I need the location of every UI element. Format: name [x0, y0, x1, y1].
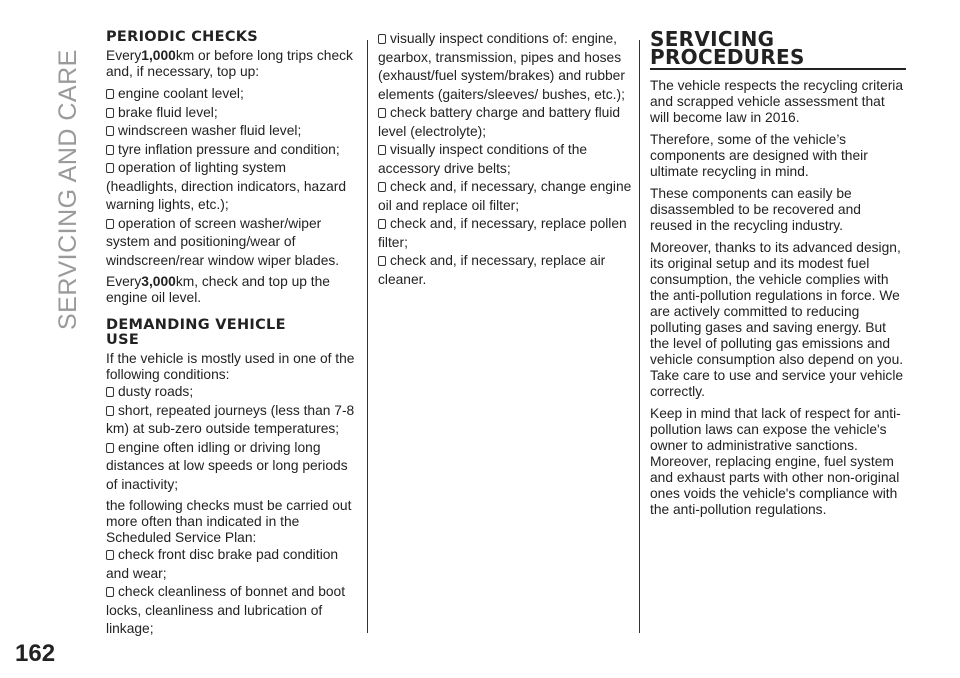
- list-item: check battery charge and battery fluid level (electrolyte);: [378, 105, 621, 139]
- list-item: engine often idling or driving long distances at low speeds or long periods of inactivity;: [106, 439, 348, 492]
- periodic-intro: Every1,000km or before long trips check and, if necessary, top up:: [106, 48, 353, 79]
- column-middle: [378, 30, 634, 289]
- paragraph: These components can easily be disassembled to be recovered and reused in the recycling industry.: [650, 186, 861, 233]
- oil-check-text: Every3,000km, check and top up the engine oil level.: [106, 274, 330, 305]
- list-item: short, repeated journeys (less than 7-8 km) at sub-zero outside temperatures;: [106, 402, 355, 436]
- checkbox-bullet-icon: [378, 108, 386, 118]
- checkbox-bullet-icon: [106, 406, 114, 416]
- checkbox-bullet-icon: [106, 587, 114, 597]
- frequent-check-list-continued: [378, 30, 634, 289]
- list-item: operation of screen washer/wiper system and positioning/wear of windscreen/rear window wiper blades.: [106, 215, 340, 268]
- column-divider: [639, 40, 640, 633]
- list-item: operation of lighting system (headlights, direction indicators, hazard warning lights, etc.);: [106, 160, 347, 212]
- column-left: [106, 30, 361, 639]
- checks-intro: the following checks must be carried out more often than indicated in the Scheduled Service Plan:: [106, 498, 352, 545]
- list-item: check and, if necessary, replace air cleaner.: [378, 253, 606, 287]
- demanding-intro: If the vehicle is mostly used in one of the following conditions:: [106, 351, 355, 382]
- column-right: [650, 27, 906, 524]
- paragraph: Keep in mind that lack of respect for anti-pollution laws can expose the vehicle's owner to administrative sanctions. Moreover, replacing engine, fuel system and exhaust parts with other non-original ones voids the vehicle's compliance with the anti-pollution regulations.: [650, 406, 901, 517]
- page-number: 162: [15, 640, 56, 667]
- list-item: check and, if necessary, replace pollen filter;: [378, 216, 627, 250]
- checkbox-bullet-icon: [106, 443, 114, 453]
- checkbox-bullet-icon: [106, 163, 114, 173]
- checkbox-bullet-icon: [106, 126, 114, 136]
- section-heading-demanding-use: DEMANDING VEHICLE USE: [106, 317, 286, 348]
- list-item: check front disc brake pad condition and wear;: [106, 547, 339, 581]
- checkbox-bullet-icon: [106, 108, 114, 118]
- side-section-title: SERVICING AND CARE: [54, 49, 82, 330]
- paragraph: Moreover, thanks to its advanced design, its original setup and its modest fuel consumption, the vehicle complies with the anti-pollution regulations in force. We are actively committed to reducing polluting gases and saving energy. But the level of polluting gas emissions and vehicle consumption also depend on you. Take care to use and service your vehicle correctly.: [650, 240, 904, 399]
- paragraph: The vehicle respects the recycling criteria and scrapped vehicle assessment that will become law in 2016.: [650, 78, 904, 125]
- list-item: engine coolant level;: [106, 85, 361, 104]
- checkbox-bullet-icon: [106, 550, 114, 560]
- column-divider: [367, 40, 368, 633]
- list-item: tyre inflation pressure and condition;: [106, 141, 361, 160]
- checkbox-bullet-icon: [106, 145, 114, 155]
- checkbox-bullet-icon: [106, 219, 114, 229]
- checkbox-bullet-icon: [378, 182, 386, 192]
- list-item: windscreen washer fluid level;: [106, 122, 361, 141]
- list-item: dusty roads;: [106, 383, 361, 402]
- checkbox-bullet-icon: [106, 89, 114, 99]
- list-item: visually inspect conditions of: engine, gearbox, transmission, pipes and hoses (exhaust/fuel system/brakes) and rubber elements (gaiters/sleeves/ bushes, etc.);: [378, 31, 625, 102]
- checkbox-bullet-icon: [378, 219, 386, 229]
- frequent-check-list: [106, 546, 361, 639]
- checkbox-bullet-icon: [378, 256, 386, 266]
- list-item: visually inspect conditions of the accessory drive belts;: [378, 142, 588, 176]
- section-heading-servicing-procedures: SERVICING PROCEDURES: [650, 27, 805, 69]
- section-heading-periodic-checks: PERIODIC CHECKS: [106, 29, 259, 45]
- paragraph: Therefore, some of the vehicle’s components are designed with their ultimate recycling in mind.: [650, 132, 868, 179]
- condition-list: [106, 383, 361, 494]
- checkbox-bullet-icon: [378, 145, 386, 155]
- checkbox-bullet-icon: [106, 387, 114, 397]
- list-item: brake fluid level;: [106, 104, 361, 123]
- list-item: check cleanliness of bonnet and boot locks, cleanliness and lubrication of linkage;: [106, 584, 346, 636]
- checkbox-bullet-icon: [378, 34, 386, 44]
- list-item: check and, if necessary, change engine oil and replace oil filter;: [378, 179, 632, 213]
- periodic-check-list: [106, 85, 361, 270]
